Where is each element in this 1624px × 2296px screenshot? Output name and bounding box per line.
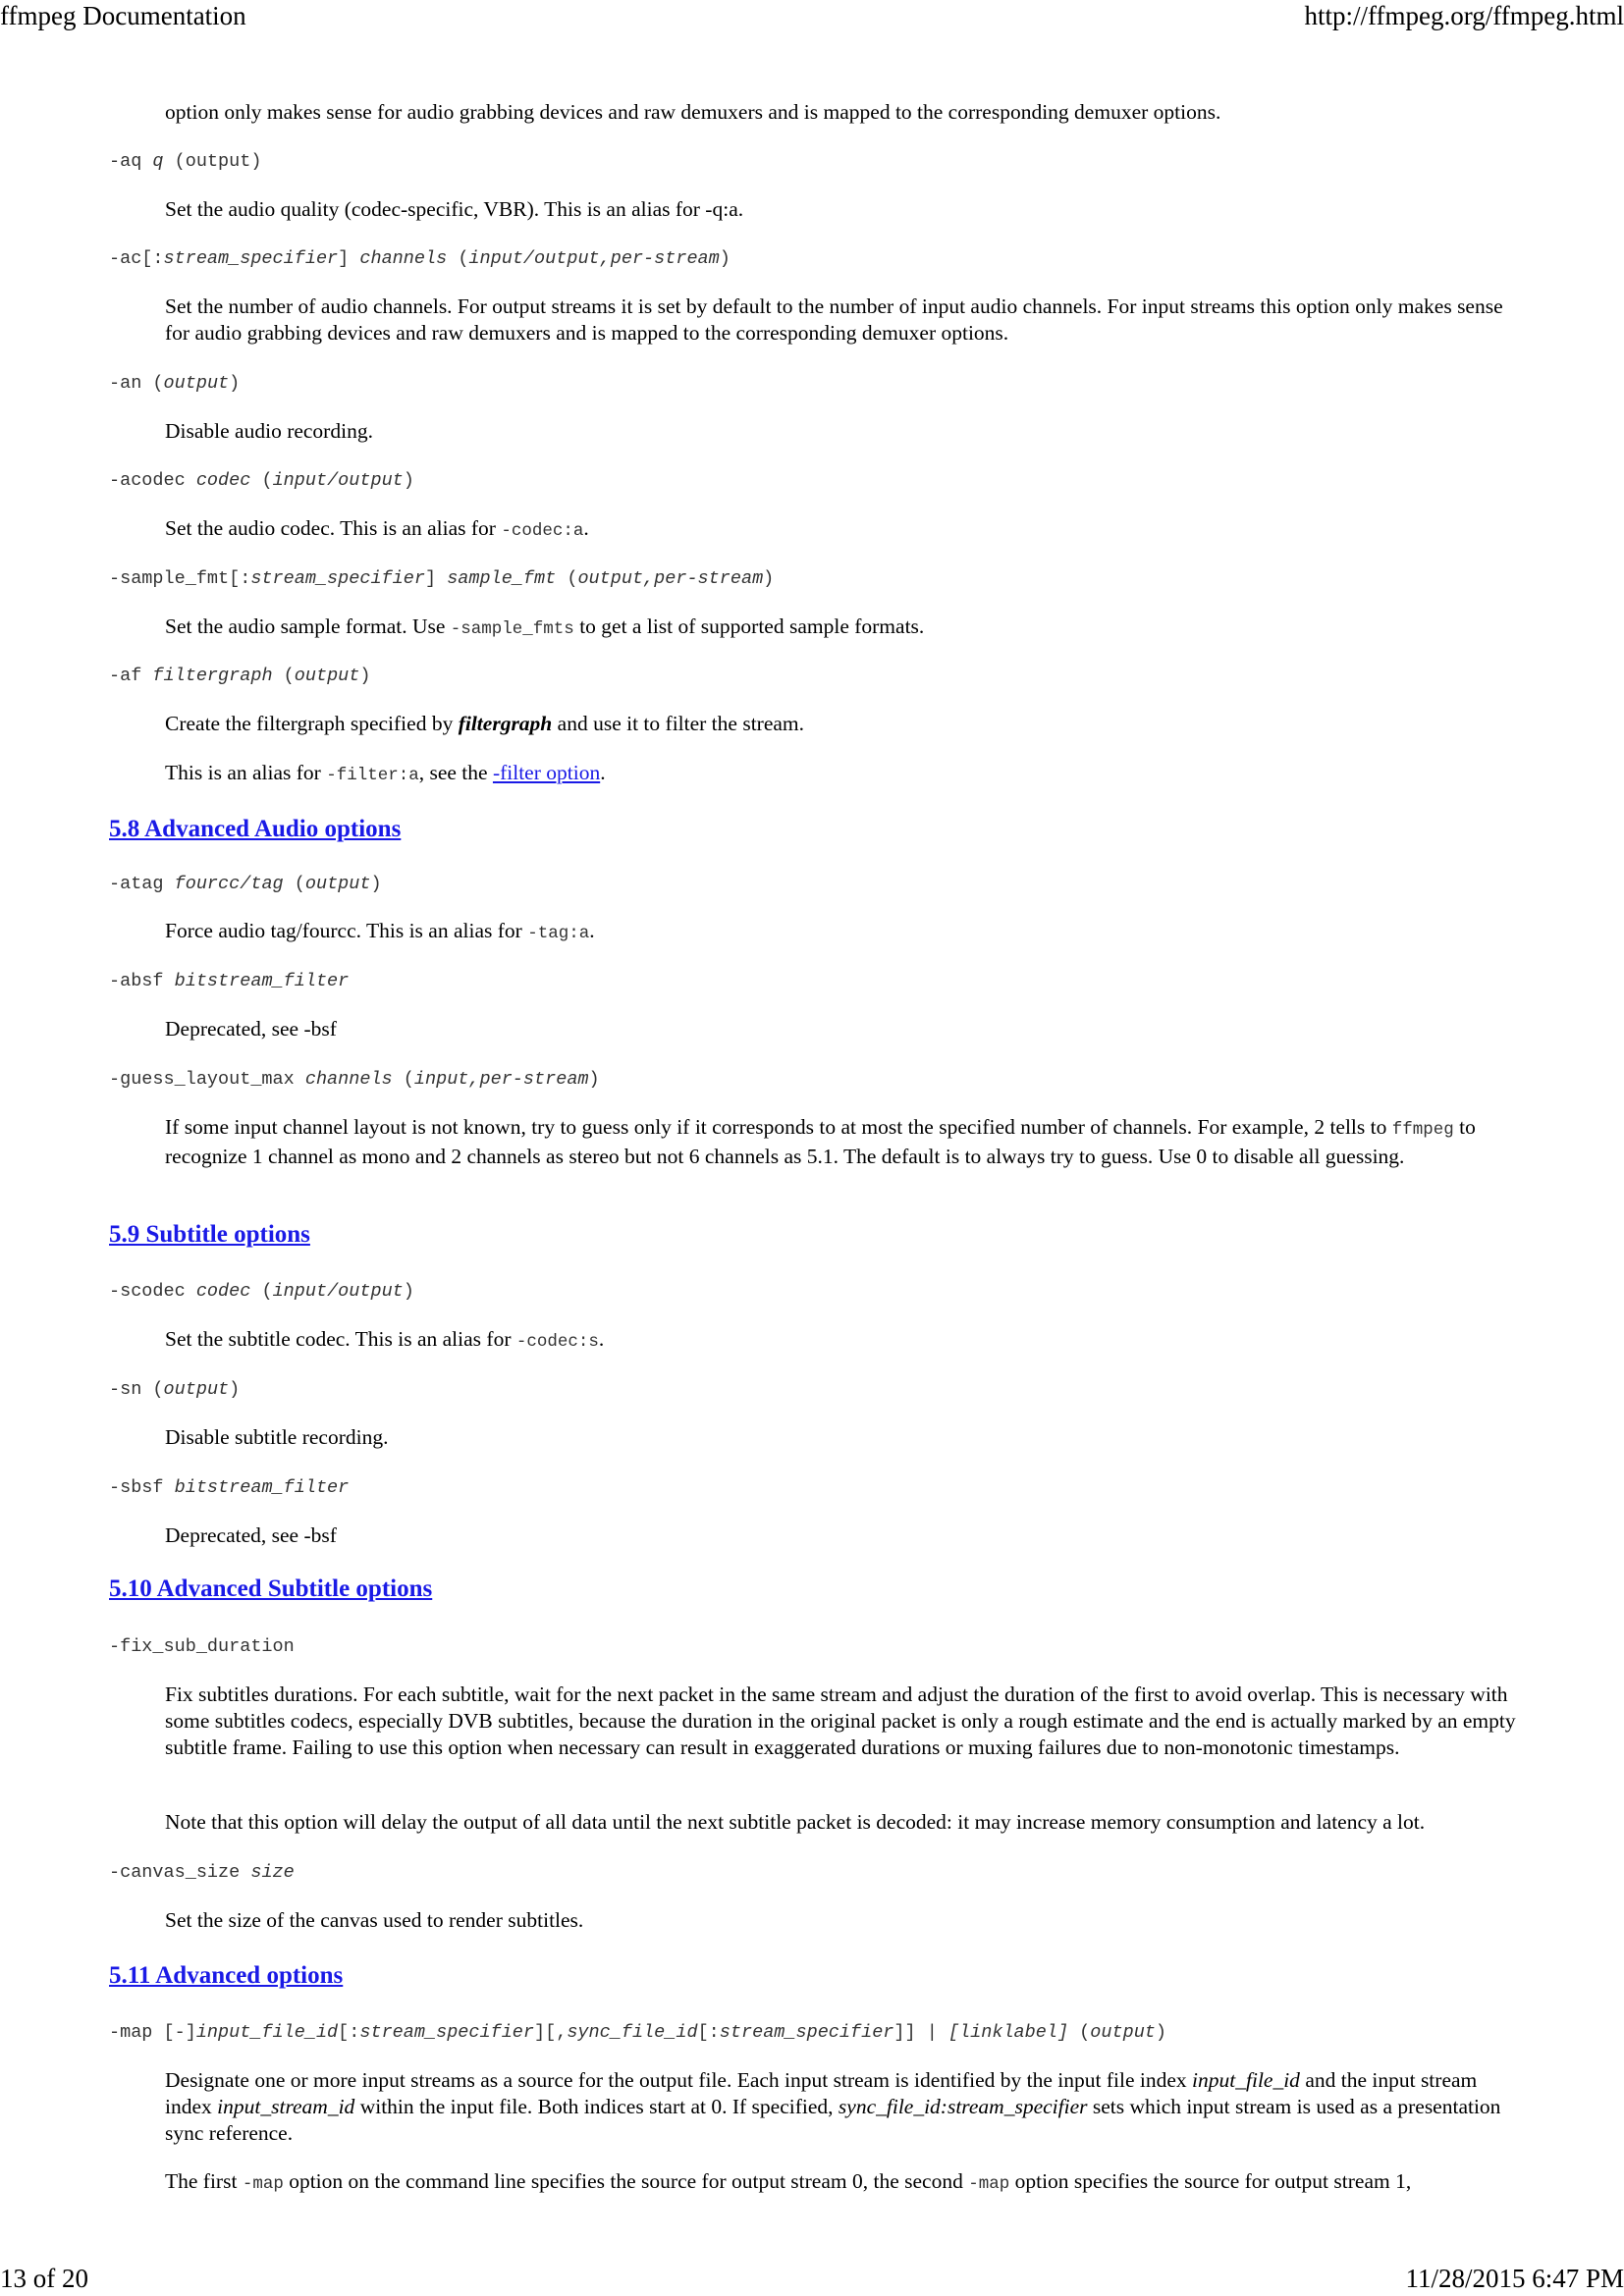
option-aq: -aq q (output) (109, 151, 262, 172)
option-ac-description: Set the number of audio channels. For output streams it is set by default to the number of input audio channels. For input streams this option only makes sense for audio grabbing devices and raw demuxers and is mapped to the corresponding demuxer options. (165, 294, 1503, 345)
option-ac: -ac[:stream_specifier] channels (input/output,per-stream) (109, 248, 731, 269)
option-fix-sub-duration-note: Note that this option will delay the output of all data until the next subtitle packet is decoded: it may increase memory consumption and latency a lot. (165, 1810, 1426, 1834)
option-scodec: -scodec codec (input/output) (109, 1281, 414, 1302)
option-guess-layout-max: -guess_layout_max channels (input,per-stream) (109, 1069, 600, 1090)
option-sample-fmt-description: Set the audio sample format. Use -sample_fmts to get a list of supported sample formats. (165, 614, 925, 639)
paragraph: option only makes sense for audio grabbing devices and raw demuxers and is mapped to the corresponding demuxer options. (165, 100, 1221, 124)
option-atag: -atag fourcc/tag (output) (109, 874, 382, 894)
option-map-description-2: The first -map option on the command line specifies the source for output stream 0, the second -map option specifies the source for output stream 1, (165, 2169, 1412, 2194)
footer-timestamp: 11/28/2015 6:47 PM (1405, 2264, 1624, 2293)
option-af-description: Create the filtergraph specified by filtergraph and use it to filter the stream. (165, 712, 805, 735)
option-af-alias: This is an alias for -filter:a, see the -filter option. (165, 761, 606, 785)
option-acodec: -acodec codec (input/output) (109, 470, 414, 491)
option-absf: -absf bitstream_filter (109, 971, 350, 991)
footer-page-number: 13 of 20 (0, 2264, 88, 2293)
option-af: -af filtergraph (output) (109, 666, 371, 686)
section-heading-5-10[interactable]: 5.10 Advanced Subtitle options (109, 1575, 433, 1602)
option-guess-layout-max-description: If some input channel layout is not known, try to guess only if it corresponds to at most the specified number of channels. For example, 2 tells to ffmpeg to recognize 1 channel as mono and 2 channels as stereo but not 6 channels as 5.1. The default is to always try to guess. Use 0 to disable all guessing. (165, 1115, 1476, 1168)
option-map-description: Designate one or more input streams as a source for the output file. Each input stream is identified by the input file index input_file_id and the input stream index input_stream_id within the input file. Both indices start at 0. If specified, sync_file_id:stream_specifier sets which input stream is used as a presentation sync reference. (165, 2068, 1501, 2145)
header-title: ffmpeg Documentation (0, 1, 246, 30)
option-canvas-size: -canvas_size size (109, 1862, 295, 1883)
option-arg: q (152, 151, 164, 172)
option-sbsf: -sbsf bitstream_filter (109, 1477, 350, 1498)
option-fix-sub-duration: -fix_sub_duration (109, 1636, 295, 1657)
section-heading-5-9[interactable]: 5.9 Subtitle options (109, 1221, 310, 1248)
option-map: -map [-]input_file_id[:stream_specifier][,sync_file_id[:stream_specifier]] | [linklabel] (output) (109, 2022, 1167, 2043)
filter-option-link[interactable]: -filter option (492, 761, 601, 784)
header-url: http://ffmpeg.org/ffmpeg.html (1304, 1, 1624, 30)
option-sbsf-description: Deprecated, see -bsf (165, 1523, 337, 1547)
option-sn-description: Disable subtitle recording. (165, 1425, 389, 1449)
option-atag-description: Force audio tag/fourcc. This is an alias for -tag:a. (165, 919, 595, 943)
section-heading-5-8[interactable]: 5.8 Advanced Audio options (109, 816, 402, 842)
option-canvas-size-description: Set the size of the canvas used to render subtitles. (165, 1908, 584, 1932)
option-fix-sub-duration-description: Fix subtitles durations. For each subtitle, wait for the next packet in the same stream and adjust the duration of the first to avoid overlap. This is necessary with some subtitles codecs, especially DVB subtitles, because the duration in the original packet is only a rough estimate and the end is actually marked by an empty subtitle frame. Failing to use this option when necessary can result in exaggerated durations or muxing failures due to non-monotonic timestamps. (165, 1682, 1516, 1759)
option-aq-description: Set the audio quality (codec-specific, VBR). This is an alias for -q:a. (165, 197, 744, 221)
option-an-description: Disable audio recording. (165, 419, 373, 443)
option-an: -an (output) (109, 373, 241, 394)
option-sample-fmt: -sample_fmt[:stream_specifier] sample_fmt (output,per-stream) (109, 568, 775, 589)
option-absf-description: Deprecated, see -bsf (165, 1017, 337, 1041)
option-sn: -sn (output) (109, 1379, 241, 1400)
section-heading-5-11[interactable]: 5.11 Advanced options (109, 1962, 344, 1989)
option-scodec-description: Set the subtitle codec. This is an alias for -codec:s. (165, 1327, 605, 1352)
option-acodec-description: Set the audio codec. This is an alias for -codec:a. (165, 516, 589, 541)
